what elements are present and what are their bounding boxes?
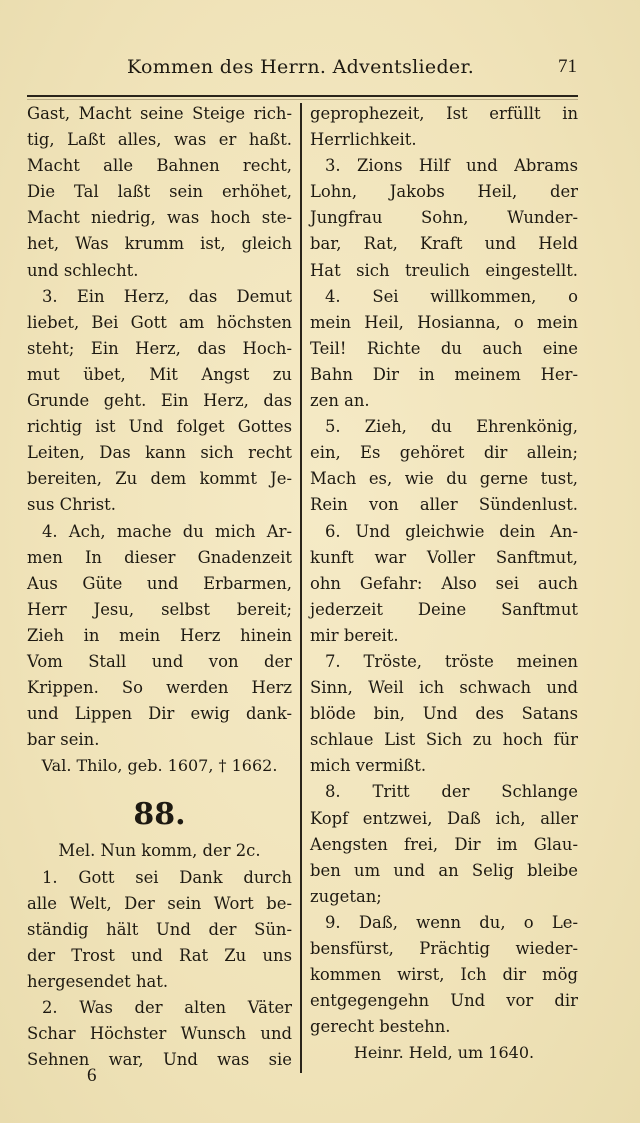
text-line: 9. Daß, wenn du, o Le- [325, 912, 578, 932]
text-line: Sinn, Weil ich schwach und [310, 678, 578, 698]
text-line: mut übet, Mit Angst zu [27, 364, 292, 384]
text-line: 2. Was der alten Väter [42, 998, 292, 1017]
text-line: alle Welt, Der sein Wort be- [27, 893, 292, 913]
text-line: Rein von aller Sündenlust. [310, 495, 578, 515]
right-column [310, 101, 578, 1066]
text-line: 3. Zions Hilf und Abrams [325, 156, 578, 176]
text-line: zen an. [310, 391, 370, 411]
text-line: Kopf entzwei, Daß ich, aller [310, 808, 578, 828]
text-line: kunft war Voller Sanftmut, [310, 547, 578, 567]
right-column-text [310, 101, 578, 1040]
text-line: jederzeit Deine Sanftmut [310, 599, 578, 619]
text-line: blöde bin, Und des Satans [310, 704, 578, 724]
text-line: bar sein. [27, 730, 100, 750]
text-line: men In dieser Gnadenzeit [27, 547, 292, 567]
text-line: Aengsten frei, Dir im Glau- [310, 834, 578, 854]
text-line: und schlecht. [27, 260, 139, 280]
hymn-number: 88. [133, 797, 186, 833]
text-line: richtig ist Und folget Gottes [27, 417, 292, 437]
left-column [27, 101, 292, 1073]
text-line: ben um und an Selig bleibe [310, 860, 578, 880]
text-line: schlaue List Sich zu hoch für [310, 730, 578, 750]
text-line: Lohn, Jakobs Heil, der [310, 182, 578, 202]
text-line: Leiten, Das kann sich recht [27, 443, 292, 463]
text-line: bar, Rat, Kraft und Held [310, 234, 578, 254]
text-line: mein Heil, Hosianna, o mein [310, 312, 578, 332]
text-line: Schar Höchster Wunsch und [27, 1024, 292, 1044]
text-line: steht; Ein Herz, das Hoch- [27, 338, 292, 358]
text-line: 6. Und gleichwie dein An- [325, 521, 578, 541]
printer-signature: 6 [87, 1065, 97, 1086]
text-line: 5. Zieh, du Ehrenkönig, [325, 417, 578, 437]
text-line: liebet, Bei Gott am höchsten [27, 312, 292, 332]
text-line: gerecht bestehn. [310, 1017, 451, 1037]
text-line: Herrlichkeit. [310, 130, 417, 150]
hymn-author: Val. Thilo, geb. 1607, † 1662. [41, 756, 278, 776]
text-line: ohn Gefahr: Also sei auch [310, 573, 578, 593]
text-line: 4. Ach, mache du mich Ar- [42, 521, 292, 541]
text-line: Die Tal laßt sein erhöhet, [27, 182, 292, 202]
text-line: Hat sich treulich eingestellt. [310, 260, 578, 280]
text-line: tig, Laßt alles, was er haßt. [27, 130, 292, 150]
text-line: 7. Tröste, tröste meinen [325, 651, 578, 671]
hymn-melody: Mel. Nun komm, der 2c. [58, 841, 261, 861]
text-line: bensfürst, Prächtig wieder- [310, 939, 578, 958]
text-line: Macht alle Bahnen recht, [27, 156, 292, 176]
text-line: der Trost und Rat Zu uns [27, 945, 292, 965]
left-column-text [27, 101, 292, 753]
header-rule-shadow [27, 99, 578, 100]
text-line: 4. Sei willkommen, o [325, 286, 578, 306]
text-line: zugetan; [310, 886, 382, 906]
text-line: und Lippen Dir ewig dank- [27, 704, 292, 724]
text-line: Krippen. So werden Herz [27, 678, 292, 698]
text-line: Macht niedrig, was hoch ste- [27, 208, 292, 228]
running-header [27, 54, 577, 84]
column-divider [300, 103, 302, 1073]
text-line: mich vermißt. [310, 756, 427, 776]
text-line: Aus Güte und Erbarmen, [27, 573, 292, 593]
text-line: Sehnen war, Und was sie [27, 1050, 292, 1070]
running-title: Kommen des Herrn. Adventslieder. [127, 56, 475, 78]
page-number: 71 [558, 56, 577, 77]
hymn-author: Heinr. Held, um 1640. [353, 1043, 535, 1063]
header-rule [27, 95, 578, 97]
text-line: ein, Es gehöret dir allein; [310, 443, 578, 463]
text-line: Jungfrau Sohn, Wunder- [310, 208, 578, 228]
text-line: 8. Tritt der Schlange [325, 782, 578, 802]
text-line: 3. Ein Herz, das Demut [42, 286, 292, 306]
text-line: hergesendet hat. [27, 971, 169, 991]
text-line: Bahn Dir in meinem Her- [310, 364, 578, 384]
text-line: het, Was krumm ist, gleich [27, 234, 292, 254]
text-line: Teil! Richte du auch eine [310, 338, 578, 358]
text-line: bereiten, Zu dem kommt Je- [27, 469, 292, 489]
text-line: Grunde geht. Ein Herz, das [27, 391, 292, 411]
hymn-88-text [27, 865, 292, 1074]
text-line: 1. Gott sei Dank durch [42, 867, 292, 887]
text-line: mir bereit. [310, 625, 399, 645]
text-line: kommen wirst, Ich dir mög [310, 965, 578, 985]
text-line: sus Christ. [27, 495, 116, 515]
text-line: geprophezeit, Ist erfüllt in [310, 104, 578, 123]
text-line: Zieh in mein Herz hinein [27, 625, 292, 645]
text-line: Vom Stall und von der [27, 651, 292, 671]
text-line: Gast, Macht seine Steige rich- [27, 104, 292, 123]
text-line: ständig hält Und der Sün- [27, 919, 292, 939]
text-line: entgegengehn Und vor dir [310, 991, 578, 1011]
text-line: Herr Jesu, selbst bereit; [27, 599, 292, 619]
text-line: Mach es, wie du gerne tust, [310, 469, 578, 489]
